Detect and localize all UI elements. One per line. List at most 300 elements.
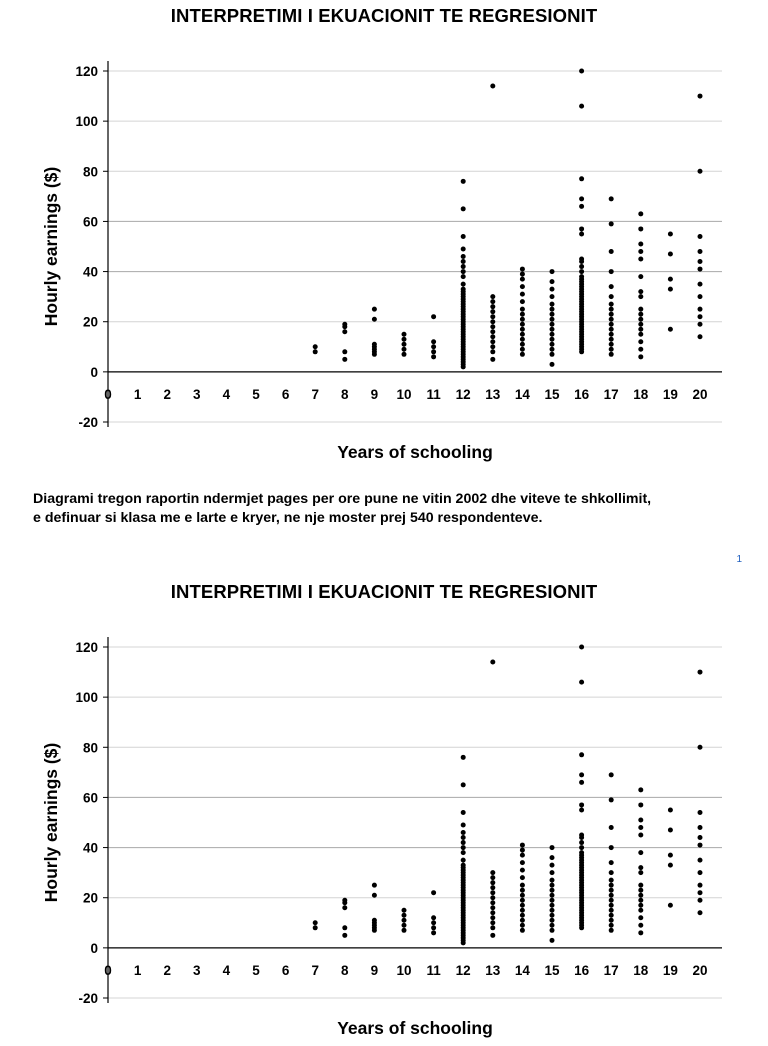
data-point xyxy=(520,888,525,893)
data-point xyxy=(490,304,495,309)
data-point xyxy=(431,354,436,359)
data-point xyxy=(638,930,643,935)
data-point xyxy=(550,352,555,357)
data-point xyxy=(520,327,525,332)
y-tick-label: -20 xyxy=(78,415,98,430)
data-point xyxy=(461,259,466,264)
x-tick-label: 0 xyxy=(104,962,112,978)
x-tick-label: 12 xyxy=(455,962,471,978)
data-point xyxy=(490,933,495,938)
data-point xyxy=(550,342,555,347)
data-point xyxy=(313,925,318,930)
scatter-chart xyxy=(0,576,768,1046)
data-point xyxy=(461,782,466,787)
data-point xyxy=(461,269,466,274)
x-tick-label: 2 xyxy=(163,386,171,402)
data-point xyxy=(698,169,703,174)
data-point xyxy=(638,354,643,359)
caption-line: Diagrami tregon raportin ndermjet pages per ore pune ne vitin 2002 dhe viteve te shkollimit, xyxy=(33,491,652,507)
data-point xyxy=(490,344,495,349)
data-point xyxy=(520,299,525,304)
x-tick-label: 5 xyxy=(252,386,260,402)
data-point xyxy=(490,895,495,900)
data-point xyxy=(638,870,643,875)
slide-2 xyxy=(0,576,768,1038)
data-point xyxy=(461,835,466,840)
y-axis-title: Hourly earnings ($) xyxy=(41,742,61,903)
data-point xyxy=(490,915,495,920)
data-point xyxy=(520,860,525,865)
x-tick-label: 12 xyxy=(455,386,471,402)
data-point xyxy=(609,269,614,274)
x-tick-label: 5 xyxy=(252,962,260,978)
data-point xyxy=(520,875,525,880)
data-point xyxy=(431,925,436,930)
data-point xyxy=(520,277,525,282)
data-point xyxy=(490,880,495,885)
data-point xyxy=(550,928,555,933)
data-point xyxy=(638,898,643,903)
data-point xyxy=(550,870,555,875)
data-point xyxy=(579,833,584,838)
data-point xyxy=(490,920,495,925)
y-tick-label: 120 xyxy=(75,64,98,79)
data-point xyxy=(402,347,407,352)
data-point xyxy=(461,206,466,211)
data-point xyxy=(490,324,495,329)
data-point xyxy=(638,307,643,312)
data-point xyxy=(520,342,525,347)
data-point xyxy=(461,234,466,239)
data-point xyxy=(668,807,673,812)
data-point xyxy=(609,317,614,322)
x-tick-label: 18 xyxy=(633,386,649,402)
data-point xyxy=(490,84,495,89)
data-point xyxy=(520,868,525,873)
data-point xyxy=(490,870,495,875)
data-point xyxy=(461,810,466,815)
data-point xyxy=(609,923,614,928)
data-point xyxy=(342,933,347,938)
data-point xyxy=(698,843,703,848)
data-point xyxy=(402,918,407,923)
data-point xyxy=(520,317,525,322)
data-point xyxy=(698,898,703,903)
data-point xyxy=(698,282,703,287)
data-point xyxy=(550,863,555,868)
data-point xyxy=(461,830,466,835)
data-point xyxy=(520,853,525,858)
data-point xyxy=(609,870,614,875)
x-tick-label: 17 xyxy=(603,386,619,402)
x-tick-label: 16 xyxy=(574,962,590,978)
data-point xyxy=(490,357,495,362)
y-tick-label: 100 xyxy=(75,690,98,706)
data-point xyxy=(520,307,525,312)
data-point xyxy=(698,322,703,327)
data-point xyxy=(431,349,436,354)
data-point xyxy=(698,910,703,915)
data-point xyxy=(638,312,643,317)
data-point xyxy=(579,264,584,269)
data-point xyxy=(550,294,555,299)
data-point xyxy=(609,898,614,903)
data-point xyxy=(461,845,466,850)
slide-title: INTERPRETIMI I EKUACIONIT TE REGRESIONIT xyxy=(170,5,598,26)
x-tick-label: 13 xyxy=(485,386,501,402)
data-point xyxy=(550,938,555,943)
data-point xyxy=(579,807,584,812)
data-point xyxy=(372,307,377,312)
data-point xyxy=(698,670,703,675)
data-point xyxy=(550,918,555,923)
data-point xyxy=(550,362,555,367)
data-point xyxy=(490,910,495,915)
data-point xyxy=(668,252,673,257)
data-point xyxy=(402,342,407,347)
data-point xyxy=(698,249,703,254)
data-point xyxy=(431,930,436,935)
x-tick-label: 14 xyxy=(514,962,530,978)
data-point xyxy=(402,332,407,337)
data-point xyxy=(490,334,495,339)
data-point xyxy=(609,307,614,312)
data-point xyxy=(609,825,614,830)
data-point xyxy=(520,918,525,923)
data-point xyxy=(520,908,525,913)
data-point xyxy=(579,69,584,74)
data-point xyxy=(698,294,703,299)
x-tick-label: 6 xyxy=(281,962,290,978)
data-point xyxy=(342,329,347,334)
data-point xyxy=(609,196,614,201)
data-point xyxy=(579,802,584,807)
data-point xyxy=(609,337,614,342)
x-axis-title: Years of schooling xyxy=(337,442,493,462)
data-point xyxy=(609,302,614,307)
x-tick-label: 19 xyxy=(662,386,678,402)
page-number: 1 xyxy=(736,554,742,565)
y-tick-label: 20 xyxy=(82,314,98,330)
y-tick-label: 120 xyxy=(75,640,98,655)
data-point xyxy=(490,890,495,895)
data-point xyxy=(490,329,495,334)
data-point xyxy=(609,918,614,923)
x-tick-label: 9 xyxy=(370,386,379,402)
data-point xyxy=(313,344,318,349)
data-point xyxy=(609,908,614,913)
x-tick-label: 7 xyxy=(311,962,319,978)
data-point xyxy=(550,307,555,312)
data-point xyxy=(461,247,466,252)
x-tick-label: 20 xyxy=(692,386,708,402)
x-tick-label: 0 xyxy=(104,386,112,402)
data-point xyxy=(579,845,584,850)
data-point xyxy=(609,903,614,908)
data-point xyxy=(579,104,584,109)
data-point xyxy=(609,322,614,327)
data-point xyxy=(431,339,436,344)
data-point xyxy=(520,352,525,357)
data-point xyxy=(342,349,347,354)
data-point xyxy=(609,221,614,226)
x-tick-label: 8 xyxy=(341,386,349,402)
data-point xyxy=(431,890,436,895)
data-point xyxy=(431,920,436,925)
data-point xyxy=(461,179,466,184)
data-point xyxy=(550,302,555,307)
data-point xyxy=(698,870,703,875)
data-point xyxy=(402,908,407,913)
data-point xyxy=(550,312,555,317)
data-point xyxy=(490,319,495,324)
y-tick-label: 80 xyxy=(82,740,98,756)
data-point xyxy=(579,196,584,201)
data-point xyxy=(668,287,673,292)
x-tick-label: 15 xyxy=(544,386,560,402)
y-tick-label: 60 xyxy=(82,790,98,806)
data-point xyxy=(520,923,525,928)
y-axis-title: Hourly earnings ($) xyxy=(41,166,61,327)
data-point xyxy=(342,357,347,362)
data-point xyxy=(313,920,318,925)
data-point xyxy=(668,828,673,833)
data-point xyxy=(520,347,525,352)
x-tick-label: 4 xyxy=(222,386,231,402)
data-point xyxy=(520,848,525,853)
data-point xyxy=(461,858,466,863)
data-point xyxy=(520,893,525,898)
data-point xyxy=(609,294,614,299)
data-point xyxy=(698,307,703,312)
data-point xyxy=(638,289,643,294)
data-point xyxy=(668,903,673,908)
data-point xyxy=(550,287,555,292)
data-point xyxy=(550,332,555,337)
y-tick-label: 40 xyxy=(82,840,98,856)
x-tick-label: 9 xyxy=(370,962,379,978)
data-point xyxy=(698,334,703,339)
x-tick-label: 3 xyxy=(193,962,201,978)
x-tick-label: 10 xyxy=(396,386,412,402)
data-point xyxy=(550,327,555,332)
x-tick-label: 6 xyxy=(281,386,290,402)
data-point xyxy=(668,277,673,282)
x-tick-label: 11 xyxy=(426,962,441,978)
data-point xyxy=(579,176,584,181)
data-point xyxy=(579,226,584,231)
x-tick-label: 18 xyxy=(633,962,649,978)
data-point xyxy=(313,349,318,354)
data-point xyxy=(520,928,525,933)
y-tick-label: 0 xyxy=(90,364,98,380)
data-point xyxy=(609,249,614,254)
data-point xyxy=(579,850,584,855)
data-point xyxy=(461,840,466,845)
data-point xyxy=(638,274,643,279)
data-point xyxy=(609,845,614,850)
data-point xyxy=(638,327,643,332)
data-point xyxy=(342,898,347,903)
data-point xyxy=(490,294,495,299)
data-point xyxy=(638,865,643,870)
data-point xyxy=(638,332,643,337)
y-tick-label: 100 xyxy=(75,114,98,130)
data-point xyxy=(550,317,555,322)
data-point xyxy=(461,823,466,828)
data-point xyxy=(550,903,555,908)
y-tick-label: 40 xyxy=(82,264,98,280)
data-point xyxy=(461,287,466,292)
data-point xyxy=(698,825,703,830)
x-tick-label: 1 xyxy=(133,962,142,978)
data-point xyxy=(550,908,555,913)
data-point xyxy=(431,344,436,349)
data-point xyxy=(490,299,495,304)
data-point xyxy=(698,314,703,319)
data-point xyxy=(609,860,614,865)
data-point xyxy=(668,231,673,236)
x-tick-label: 11 xyxy=(426,386,441,402)
data-point xyxy=(520,913,525,918)
data-point xyxy=(638,257,643,262)
data-point xyxy=(609,797,614,802)
data-point xyxy=(550,845,555,850)
data-point xyxy=(579,274,584,279)
x-tick-label: 10 xyxy=(396,962,412,978)
data-point xyxy=(461,863,466,868)
data-point xyxy=(550,322,555,327)
x-tick-label: 14 xyxy=(514,386,530,402)
chart-caption xyxy=(33,490,748,528)
data-point xyxy=(550,269,555,274)
data-point xyxy=(520,903,525,908)
data-point xyxy=(342,905,347,910)
x-tick-label: 17 xyxy=(603,962,619,978)
data-point xyxy=(609,347,614,352)
x-tick-label: 19 xyxy=(662,962,678,978)
data-point xyxy=(638,241,643,246)
data-point xyxy=(490,885,495,890)
y-tick-label: 60 xyxy=(82,214,98,230)
data-point xyxy=(550,913,555,918)
data-point xyxy=(461,264,466,269)
data-point xyxy=(638,883,643,888)
x-tick-label: 15 xyxy=(544,962,560,978)
data-point xyxy=(402,337,407,342)
data-point xyxy=(609,327,614,332)
y-tick-label: 20 xyxy=(82,890,98,906)
data-point xyxy=(638,915,643,920)
data-point xyxy=(609,888,614,893)
x-tick-label: 13 xyxy=(485,962,501,978)
data-point xyxy=(490,905,495,910)
data-point xyxy=(461,254,466,259)
data-point xyxy=(461,755,466,760)
scatter-chart xyxy=(0,0,768,470)
data-point xyxy=(372,918,377,923)
data-point xyxy=(461,850,466,855)
data-point xyxy=(520,332,525,337)
data-point xyxy=(579,269,584,274)
data-point xyxy=(638,294,643,299)
data-point xyxy=(609,342,614,347)
data-point xyxy=(638,339,643,344)
data-point xyxy=(550,883,555,888)
data-point xyxy=(638,850,643,855)
data-point xyxy=(638,833,643,838)
data-point xyxy=(520,883,525,888)
data-point xyxy=(609,928,614,933)
data-point xyxy=(609,284,614,289)
data-point xyxy=(550,878,555,883)
data-point xyxy=(579,772,584,777)
data-point xyxy=(550,337,555,342)
x-tick-label: 4 xyxy=(222,962,231,978)
data-point xyxy=(638,211,643,216)
data-point xyxy=(698,745,703,750)
data-point xyxy=(698,810,703,815)
data-point xyxy=(402,352,407,357)
data-point xyxy=(372,342,377,347)
data-point xyxy=(668,863,673,868)
data-point xyxy=(638,825,643,830)
data-point xyxy=(372,893,377,898)
data-point xyxy=(579,780,584,785)
data-point xyxy=(431,314,436,319)
data-point xyxy=(520,267,525,272)
data-point xyxy=(550,898,555,903)
data-point xyxy=(579,231,584,236)
data-point xyxy=(520,272,525,277)
data-point xyxy=(431,915,436,920)
data-point xyxy=(402,913,407,918)
data-point xyxy=(698,234,703,239)
data-point xyxy=(520,292,525,297)
data-point xyxy=(579,257,584,262)
data-point xyxy=(402,928,407,933)
data-point xyxy=(698,835,703,840)
data-point xyxy=(342,925,347,930)
data-point xyxy=(698,858,703,863)
slide-title: INTERPRETIMI I EKUACIONIT TE REGRESIONIT xyxy=(170,581,598,602)
data-point xyxy=(490,925,495,930)
data-point xyxy=(638,802,643,807)
x-tick-label: 3 xyxy=(193,386,201,402)
data-point xyxy=(609,332,614,337)
data-point xyxy=(461,282,466,287)
data-point xyxy=(638,908,643,913)
x-tick-label: 1 xyxy=(133,386,142,402)
data-point xyxy=(520,337,525,342)
data-point xyxy=(490,660,495,665)
data-point xyxy=(550,279,555,284)
data-point xyxy=(372,883,377,888)
data-point xyxy=(609,878,614,883)
data-point xyxy=(609,883,614,888)
data-point xyxy=(520,284,525,289)
data-point xyxy=(698,883,703,888)
data-point xyxy=(402,923,407,928)
data-point xyxy=(698,94,703,99)
data-point xyxy=(638,888,643,893)
caption-line: e definuar si klasa me e larte e kryer, ne nje moster prej 540 respondenteve. xyxy=(33,510,543,526)
data-point xyxy=(579,645,584,650)
data-point xyxy=(698,259,703,264)
data-point xyxy=(609,772,614,777)
x-axis-title: Years of schooling xyxy=(337,1018,493,1038)
x-tick-label: 20 xyxy=(692,962,708,978)
